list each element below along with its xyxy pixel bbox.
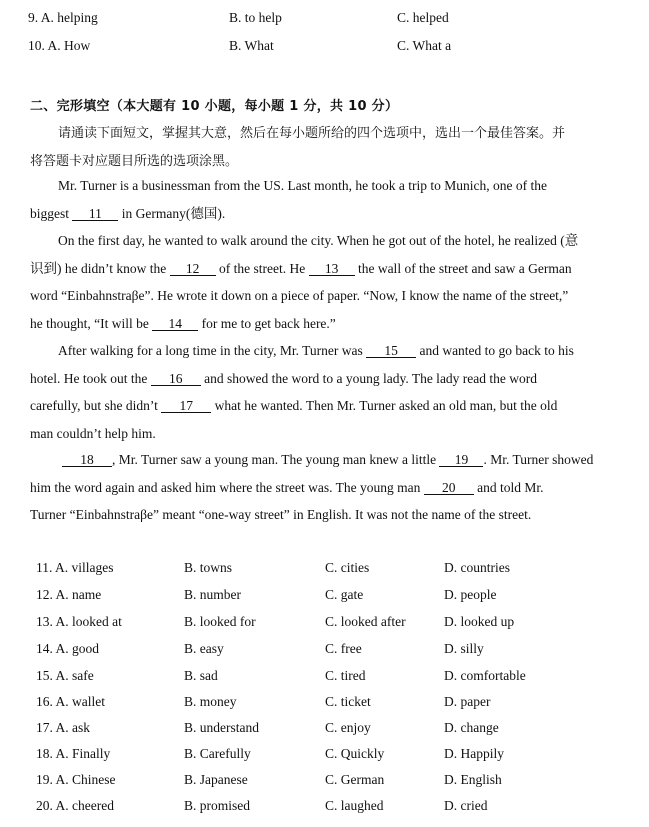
blank-17: 17 — [161, 399, 211, 413]
passage-text: the wall of the street and saw a German — [357, 260, 572, 276]
option-b: B. understand — [184, 720, 259, 735]
option-d: D. looked up — [444, 614, 515, 629]
option-d: D. comfortable — [444, 668, 526, 683]
section-heading: 二、完形填空（本大题有 10 小题，每小题 1 分，共 10 分） — [30, 99, 399, 114]
passage-text: in Germany(德国). — [121, 205, 226, 221]
blank-15: 15 — [366, 344, 416, 358]
passage-text: Turner “Einbahnstraβe” meant “one-way street” in English. It was not the name of the street. — [30, 507, 532, 522]
passage-text: biggest — [30, 205, 69, 221]
q10-option-c: C. What a — [397, 38, 452, 53]
passage-text: hotel. He took out the — [30, 370, 148, 386]
option-c: C. free — [325, 641, 362, 656]
option-a: 16. A. wallet — [36, 694, 105, 709]
option-c: C. tired — [325, 668, 366, 683]
option-c: C. enjoy — [325, 720, 371, 735]
passage-text: 识到) he didn’t know the — [30, 260, 167, 276]
passage-text: man couldn’t help him. — [30, 425, 156, 441]
q9-option-a: 9. A. helping — [28, 10, 98, 25]
option-a: 19. A. Chinese — [36, 772, 116, 787]
passage-paragraph-3 — [30, 337, 595, 447]
option-a: 11. A. villages — [36, 560, 114, 575]
blank-20: 20 — [424, 481, 474, 495]
option-b: B. money — [184, 694, 237, 709]
option-b: B. easy — [184, 641, 224, 656]
option-d: D. countries — [444, 560, 510, 575]
passage-text: and wanted to go back to his — [419, 343, 574, 358]
passage-text: and told Mr. — [477, 479, 544, 495]
passage-text: On the first day, he wanted to walk around the city. When he got out of the hotel, he realized (意 — [58, 233, 579, 248]
option-d: D. silly — [444, 641, 484, 656]
option-a: 17. A. ask — [36, 720, 90, 735]
option-a: 14. A. good — [36, 641, 100, 656]
q10-option-a: 10. A. How — [28, 38, 91, 53]
passage-text: him the word again and asked him where the street was. The young man — [30, 479, 421, 495]
blank-18: 18 — [62, 453, 112, 467]
passage-text: for me to get back here.” — [201, 315, 336, 331]
passage-paragraph-4 — [30, 446, 595, 529]
option-c: C. German — [325, 772, 385, 787]
blank-11: 11 — [72, 207, 118, 221]
q10-option-b: B. What — [229, 38, 274, 53]
passage-text: After walking for a long time in the city, Mr. Turner was — [58, 343, 363, 358]
option-d: D. change — [444, 720, 499, 735]
option-b: B. number — [184, 587, 241, 602]
option-c: C. Quickly — [325, 746, 385, 761]
option-a: 13. A. looked at — [36, 614, 122, 629]
option-d: D. people — [444, 587, 497, 602]
option-b: B. Japanese — [184, 772, 248, 787]
passage-text: he thought, “It will be — [30, 315, 149, 331]
blank-16: 16 — [151, 372, 201, 386]
passage-text: . Mr. Turner showed — [483, 452, 594, 467]
option-b: B. towns — [184, 560, 233, 575]
q9-option-c: C. helped — [397, 10, 449, 25]
option-c: C. looked after — [325, 614, 406, 629]
passage-text: of the street. He — [218, 260, 306, 276]
instruction-line-1: 请通读下面短文，掌握其大意，然后在每小题所给的四个选项中，选出一个最佳答案。并 — [58, 126, 566, 141]
passage-text: Mr. Turner is a businessman from the US. Last month, he took a trip to Munich, one of the — [58, 178, 547, 193]
blank-12: 12 — [170, 262, 216, 276]
option-c: C. laughed — [325, 798, 384, 813]
option-c: C. ticket — [325, 694, 371, 709]
passage-text: word “Einbahnstraβe”. He wrote it down on a piece of paper. “Now, I know the name of the street,” — [30, 288, 569, 303]
option-b: B. promised — [184, 798, 250, 813]
option-d: D. cried — [444, 798, 488, 813]
option-c: C. gate — [325, 587, 364, 602]
blank-13: 13 — [309, 262, 355, 276]
option-a: 15. A. safe — [36, 668, 94, 683]
option-b: B. looked for — [184, 614, 256, 629]
passage-paragraph-2 — [30, 227, 595, 337]
passage-paragraph-1 — [30, 172, 595, 227]
passage-text: carefully, but she didn’t — [30, 398, 158, 413]
passage-text: and showed the word to a young lady. The lady read the word — [204, 370, 538, 386]
option-a: 20. A. cheered — [36, 798, 114, 813]
option-c: C. cities — [325, 560, 370, 575]
option-d: D. Happily — [444, 746, 504, 761]
passage-text: , Mr. Turner saw a young man. The young man knew a little — [112, 452, 437, 467]
q9-option-b: B. to help — [229, 10, 282, 25]
option-b: B. Carefully — [184, 746, 251, 761]
instruction-line-2: 将答题卡对应题目所选的选项涂黑。 — [30, 154, 239, 169]
option-a: 18. A. Finally — [36, 746, 111, 761]
blank-19: 19 — [439, 453, 483, 467]
passage-text: what he wanted. Then Mr. Turner asked an old man, but the old — [214, 398, 558, 413]
blank-14: 14 — [152, 317, 198, 331]
option-d: D. paper — [444, 694, 491, 709]
option-b: B. sad — [184, 668, 218, 683]
option-a: 12. A. name — [36, 587, 102, 602]
option-d: D. English — [444, 772, 502, 787]
